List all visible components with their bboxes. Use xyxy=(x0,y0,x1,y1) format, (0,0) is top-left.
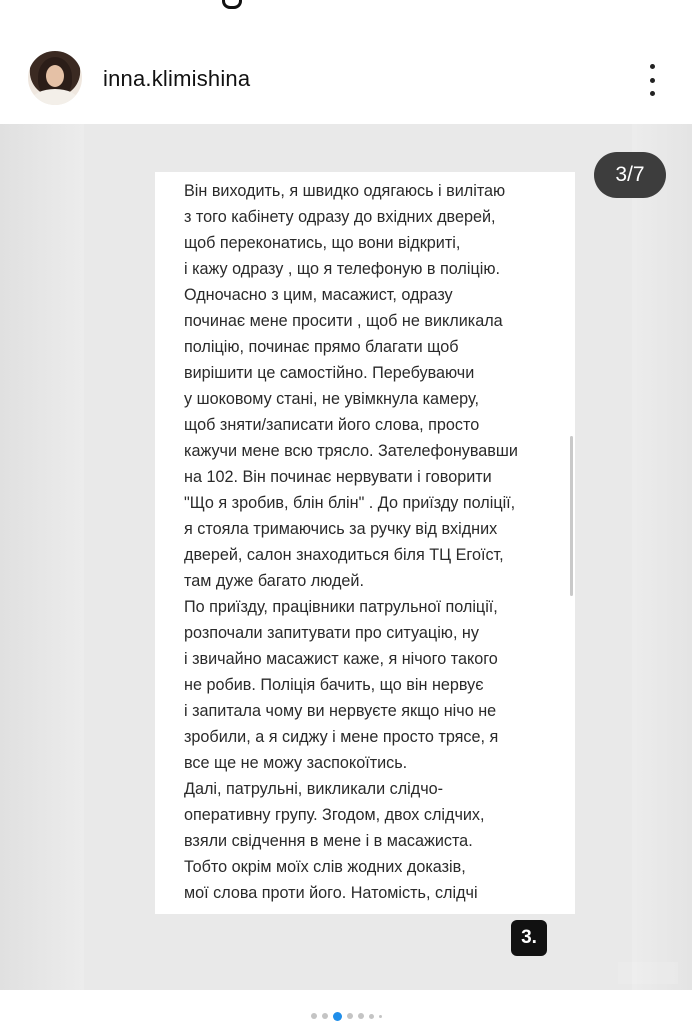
cropped-glyph xyxy=(222,0,242,9)
top-strip xyxy=(0,0,692,40)
note-line: все ще не можу заспокоїтись. xyxy=(184,754,408,772)
more-dot xyxy=(650,64,655,69)
note-scrollbar xyxy=(570,436,573,596)
pager-dot-active xyxy=(333,1012,342,1021)
note-line: починає мене просити , щоб не викликала xyxy=(184,312,503,330)
post-header xyxy=(0,40,692,124)
note-text xyxy=(184,178,562,906)
note-line: Він виходить, я швидко одягаюсь і вилітаю xyxy=(184,182,506,200)
avatar-face xyxy=(46,65,64,87)
carousel-pager xyxy=(0,1010,692,1022)
note-line: і запитала чому ви нервуєте якщо нічо не xyxy=(184,702,497,720)
pager-dot xyxy=(379,1015,382,1018)
note-line: кажучи мене всю трясло. Зателефонувавши xyxy=(184,442,518,460)
note-line: Далі, патрульні, викликали слідчо- xyxy=(184,780,444,798)
slide-number-label: 3. xyxy=(511,920,547,956)
note-line: Тобто окрім моїх слів жодних доказів, xyxy=(184,858,466,876)
note-line: взяли свідчення в мене і в масажиста. xyxy=(184,832,473,850)
note-line: дверей, салон знаходиться біля ТЦ Егоїст, xyxy=(184,546,504,564)
watermark xyxy=(618,962,678,984)
note-line: зробили, а я сиджу і мене просто трясе, я xyxy=(184,728,499,746)
note-line: По приїзду, працівники патрульної поліції, xyxy=(184,598,498,616)
more-dot xyxy=(650,78,655,83)
pager-dot xyxy=(358,1013,364,1019)
note-line: у шоковому стані, не увімкнула камеру, xyxy=(184,390,479,408)
slide-counter-badge: 3/7 xyxy=(594,152,666,198)
note-line: мої слова проти його. Натомість, слідчі xyxy=(184,884,478,902)
note-line: з того кабінету одразу до вхідних дверей, xyxy=(184,208,496,226)
note-line: там дуже багато людей. xyxy=(184,572,364,590)
media-left-shade xyxy=(0,124,84,990)
note-line: вирішити це самостійно. Перебуваючи xyxy=(184,364,475,382)
pager-dot xyxy=(311,1013,317,1019)
username-link[interactable]: inna.klimishina xyxy=(103,66,251,91)
post-media-carousel[interactable] xyxy=(0,124,692,990)
note-line: поліцію, починає прямо благати щоб xyxy=(184,338,459,356)
note-line: я стояла тримаючись за ручку від вхідних xyxy=(184,520,498,538)
note-line: і звичайно масажист каже, я нічого такого xyxy=(184,650,498,668)
avatar-shirt xyxy=(32,89,78,105)
note-line: щоб зняти/записати його слова, просто xyxy=(184,416,480,434)
note-screenshot xyxy=(155,172,575,914)
pager-dot xyxy=(369,1014,374,1019)
profile-avatar[interactable] xyxy=(28,51,82,105)
note-line: і кажу одразу , що я телефоную в поліцію. xyxy=(184,260,500,278)
media-right-shade xyxy=(632,124,692,990)
pager-dot xyxy=(322,1013,328,1019)
note-line: Одночасно з цим, масажист, одразу xyxy=(184,286,453,304)
note-line: розпочали запитувати про ситуацію, ну xyxy=(184,624,479,642)
note-line: щоб переконатись, що вони відкриті, xyxy=(184,234,461,252)
more-vertical-icon[interactable] xyxy=(640,60,664,100)
more-dot xyxy=(650,91,655,96)
note-line: оперативну групу. Згодом, двох слідчих, xyxy=(184,806,485,824)
pager-dot xyxy=(347,1013,353,1019)
note-line: "Що я зробив, блін блін" . До приїзду поліції, xyxy=(184,494,516,512)
note-line: на 102. Він починає нервувати і говорити xyxy=(184,468,492,486)
note-line: не робив. Поліція бачить, що він нервує xyxy=(184,676,484,694)
